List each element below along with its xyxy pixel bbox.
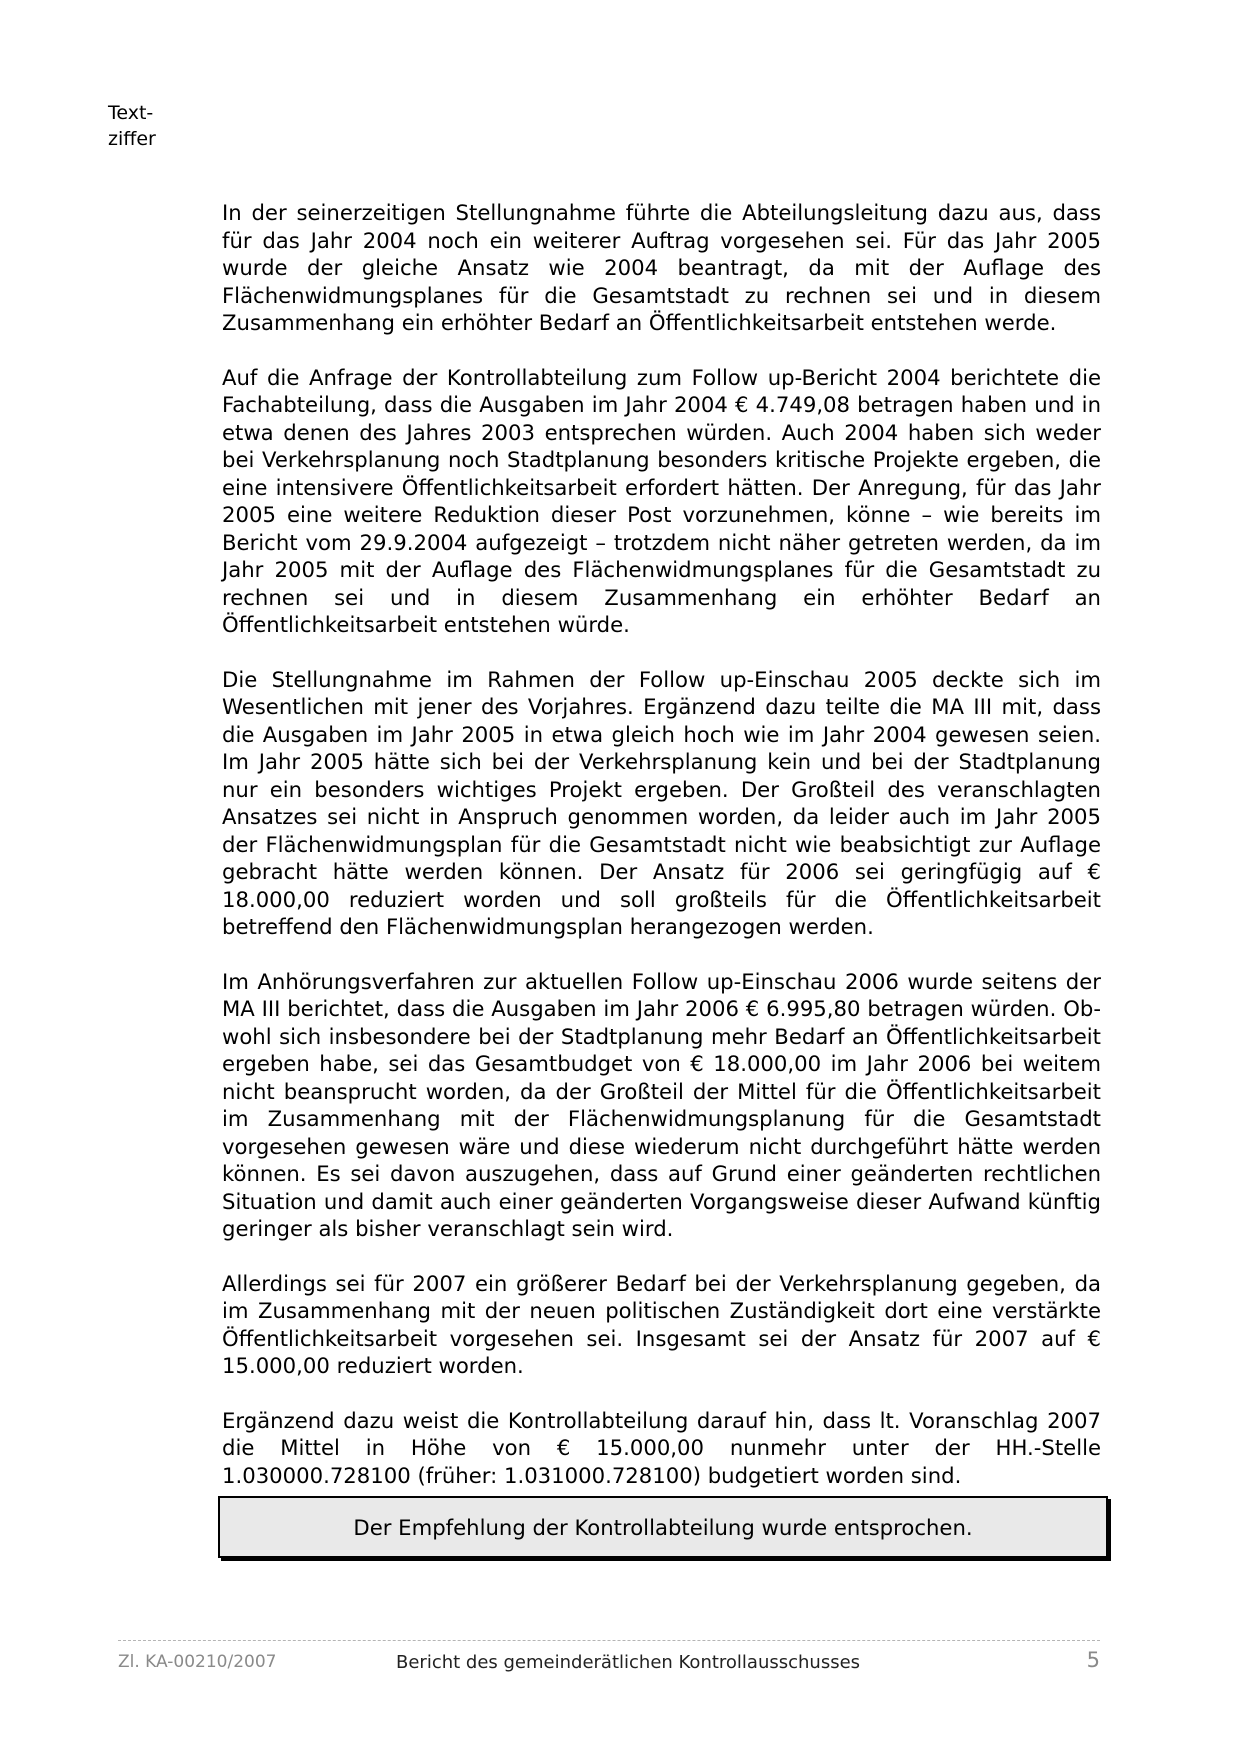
- paragraph-3: Die Stellungnahme im Rahmen der Follow up-Einschau 2005 deckte sich im Wesentlichen mit jener des Vorjahres. Ergänzend dazu teilte die MA III mit, dass die Ausgaben im Jahr 2005 in etwa gleich hoch wie im Jahr 2004 gewesen seien. Im Jahr 2005 hätte sich bei der Verkehrsplanung kein und bei der Stadtplanung nur ein besonders wichtiges Projekt ergeben. Der Großteil des veranschlagten Ansatzes sei nicht in Anspruch genommen worden, da leider auch im Jahr 2005 der Flächenwidmungsplan für die Gesamtstadt nicht wie beabsichtigt zur Auflage gebracht hätte werden können. Der Ansatz für 2006 sei geringfügig auf € 18.000,00 reduziert worden und soll großteils für die Öffentlichkeitsarbeit betreffend den Flächenwidmungsplan herangezogen werden.: [222, 666, 1101, 939]
- footer-divider: [118, 1640, 1100, 1641]
- paragraph-4: Im Anhörungsverfahren zur aktuellen Follow up-Einschau 2006 wurde seitens der MA III berichtet, dass die Ausgaben im Jahr 2006 € 6.995,80 betragen würden. Obwohl sich insbesondere bei der Stadtplanung mehr Bedarf an Öffentlichkeitsarbeit ergeben habe, sei das Gesamtbudget von € 18.000,00 im Jahr 2006 bei weitem nicht beansprucht worden, da der Großteil der Mittel für die Öffentlichkeitsarbeit im Zusammenhang mit der Flächenwidmungsplanung für die Gesamtstadt vorgesehen gewesen wäre und diese wiederum nicht durchgeführt hätte werden können. Es sei davon auszugehen, dass auf Grund einer geänderten rechtlichen Situation und damit auch einer geänderten Vorgangsweise dieser Aufwand künftig geringer als bisher veranschlagt sein wird.: [222, 968, 1101, 1241]
- footer-title: Bericht des gemeinderätlichen Kontrollausschusses: [396, 1652, 861, 1673]
- paragraph-5: Allerdings sei für 2007 ein größerer Bedarf bei der Verkehrsplanung gegeben, da im Zusammenhang mit der neuen politischen Zuständigkeit dort eine verstärkte Öffentlichkeitsarbeit vorgesehen sei. Insgesamt sei der Ansatz für 2007 auf € 15.000,00 reduziert worden.: [222, 1270, 1101, 1378]
- margin-label-line-1: Text-: [108, 102, 154, 124]
- margin-label-line-2: ziffer: [108, 128, 156, 150]
- page-number: 5: [1086, 1648, 1100, 1672]
- body-text: [222, 199, 1101, 1516]
- paragraph-1: In der seinerzeitigen Stellungnahme führte die Abteilungsleitung dazu aus, dass für das Jahr 2004 noch ein weiterer Auftrag vorgesehen sei. Für das Jahr 2005 wurde der gleiche Ansatz wie 2004 beantragt, da mit der Auflage des Flächenwidmungsplanes für die Gesamtstadt zu rechnen sei und in diesem Zusammenhang ein erhöhter Bedarf an Öffentlichkeitsarbeit entstehen werde.: [222, 200, 1101, 335]
- page-footer: [118, 1648, 1100, 1678]
- paragraph-6: Ergänzend dazu weist die Kontrollabteilung darauf hin, dass lt. Voranschlag 2007 die Mittel in Höhe von € 15.000,00 nunmehr unter der HH.-Stelle 1.030000.728100 (früher: 1.031000.728100) budgetiert worden sind.: [222, 1407, 1101, 1488]
- footer-reference: Zl. KA-00210/2007: [118, 1652, 277, 1672]
- recommendation-status-box: [218, 1496, 1108, 1558]
- recommendation-status-text: Der Empfehlung der Kontrollabteilung wurde entsprochen.: [353, 1514, 973, 1540]
- paragraph-2: Auf die Anfrage der Kontrollabteilung zum Follow up-Bericht 2004 berichtete die Fachabteilung, dass die Ausgaben im Jahr 2004 € 4.749,08 betragen haben und in etwa denen des Jahres 2003 entsprechen würden. Auch 2004 haben sich weder bei Verkehrsplanung noch Stadtplanung besonders kritische Projekte ergeben, die eine intensivere Öffentlichkeitsarbeit erfordert hätten. Der Anregung, für das Jahr 2005 eine weitere Reduktion dieser Post vorzunehmen, könne – wie bereits im Bericht vom 29.9.2004 aufgezeigt – trotzdem nicht näher getreten werden, da im Jahr 2005 mit der Auflage des Flächenwidmungsplanes für die Gesamtstadt zu rechnen sei und in diesem Zusammenhang ein erhöhter Bedarf an Öffentlichkeitsarbeit entstehen würde.: [222, 364, 1101, 637]
- margin-label-textziffer: [108, 100, 156, 152]
